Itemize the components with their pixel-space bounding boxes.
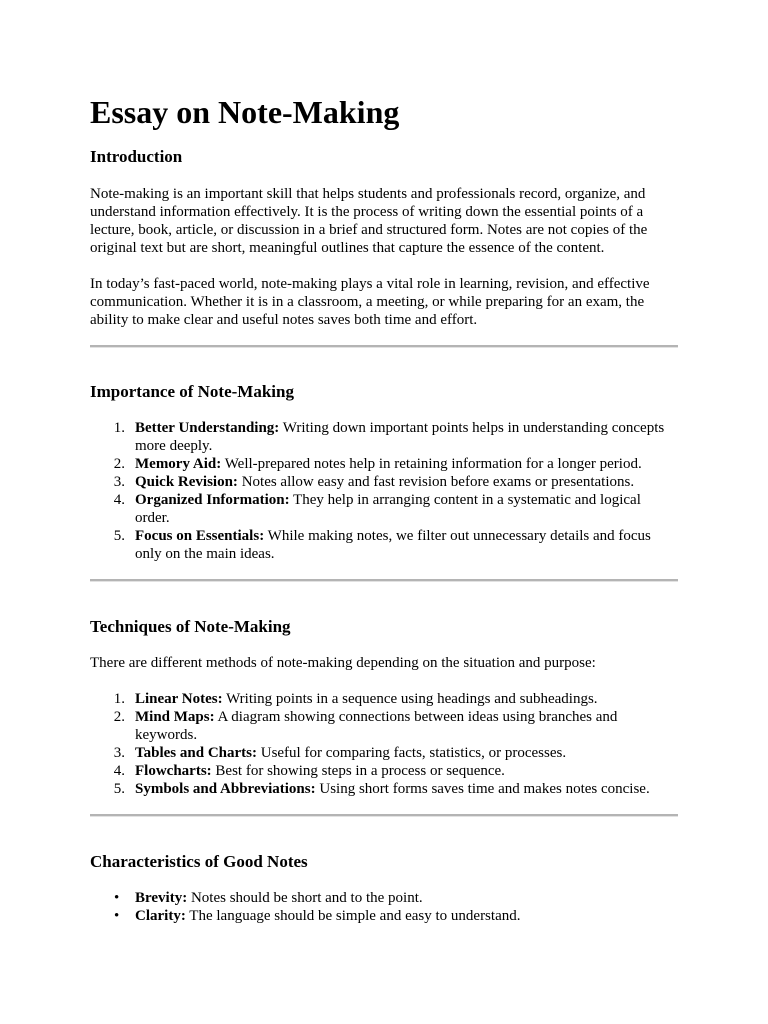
- techniques-intro: There are different methods of note-making depending on the situation and purpose:: [90, 655, 596, 671]
- list-item-term: Mind Maps:: [135, 709, 215, 725]
- list-item: [90, 690, 678, 708]
- list-item: [90, 744, 678, 762]
- list-item-text: Well-prepared notes help in retaining information for a longer period.: [221, 456, 642, 472]
- list-item-text: Best for showing steps in a process or sequence.: [211, 763, 505, 779]
- section-divider: [90, 814, 678, 817]
- list-number: 1.: [113, 691, 125, 707]
- list-item: [90, 889, 678, 907]
- list-number: 4.: [113, 763, 125, 779]
- list-item: [90, 780, 678, 798]
- importance-list: [90, 419, 678, 563]
- list-number: 5.: [113, 781, 125, 797]
- list-item-term: Memory Aid:: [135, 456, 222, 472]
- list-item-text: Notes should be short and to the point.: [187, 890, 423, 906]
- list-item: [90, 762, 678, 780]
- list-item: [90, 527, 678, 563]
- list-item: [90, 419, 678, 455]
- list-item-term: Flowcharts:: [135, 763, 212, 779]
- list-item-text: Writing points in a sequence using headings and subheadings.: [222, 691, 598, 707]
- list-item: [90, 708, 678, 744]
- list-item-text: A diagram showing connections between ideas using branches and keywords.: [135, 709, 618, 743]
- list-item-term: Symbols and Abbreviations:: [135, 781, 316, 797]
- list-number: 2.: [113, 709, 125, 725]
- section-heading-techniques: Techniques of Note-Making: [90, 617, 291, 636]
- section-heading-characteristics: Characteristics of Good Notes: [90, 852, 308, 871]
- list-item-term: Quick Revision:: [135, 474, 238, 490]
- intro-paragraph-2: In today’s fast-paced world, note-making plays a vital role in learning, revision, and effective communication. Whether it is in a classroom, a meeting, or while preparing for an exam, the ability to make clear and useful notes saves both time and effort.: [90, 276, 650, 328]
- list-number: 5.: [113, 528, 125, 544]
- list-number: 4.: [113, 492, 125, 508]
- section-heading-introduction: Introduction: [90, 147, 183, 166]
- list-item-text: While making notes, we filter out unnecessary details and focus only on the main ideas.: [135, 528, 651, 562]
- list-item-text: They help in arranging content in a systematic and logical order.: [135, 492, 641, 526]
- bullet-icon: •: [114, 908, 120, 924]
- list-item: [90, 455, 678, 473]
- list-item-term: Better Understanding:: [135, 420, 280, 436]
- essay-title: Essay on Note-Making: [90, 94, 400, 130]
- list-item-text: Writing down important points helps in understanding concepts more deeply.: [135, 420, 665, 454]
- section-heading-importance: Importance of Note-Making: [90, 382, 294, 401]
- list-number: 3.: [113, 745, 125, 761]
- list-item: [90, 473, 678, 491]
- list-number: 1.: [113, 420, 125, 436]
- list-item-term: Tables and Charts:: [135, 745, 257, 761]
- list-item-text: The language should be simple and easy to understand.: [185, 908, 521, 924]
- intro-paragraph-1: Note-making is an important skill that helps students and professionals record, organize, and understand information effectively. It is the process of writing down the essential points of a lecture, book, article, or discussion in a brief and structured form. Notes are not copies of the original text but are short, meaningful outlines that capture the essence of the content.: [90, 186, 648, 256]
- techniques-list: [90, 690, 678, 798]
- section-divider: [90, 579, 678, 582]
- list-item-term: Organized Information:: [135, 492, 290, 508]
- list-number: 2.: [113, 456, 125, 472]
- list-number: 3.: [113, 474, 125, 490]
- characteristics-list: [90, 889, 678, 925]
- list-item: [90, 491, 678, 527]
- list-item-term: Focus on Essentials:: [135, 528, 265, 544]
- section-divider: [90, 345, 678, 348]
- bullet-icon: •: [114, 890, 120, 906]
- list-item-text: Notes allow easy and fast revision before exams or presentations.: [237, 474, 635, 490]
- list-item-term: Brevity:: [135, 890, 188, 906]
- list-item-term: Clarity:: [135, 908, 186, 924]
- list-item: [90, 907, 678, 925]
- list-item-text: Useful for comparing facts, statistics, or processes.: [256, 745, 567, 761]
- list-item-term: Linear Notes:: [135, 691, 223, 707]
- list-item-text: Using short forms saves time and makes notes concise.: [315, 781, 650, 797]
